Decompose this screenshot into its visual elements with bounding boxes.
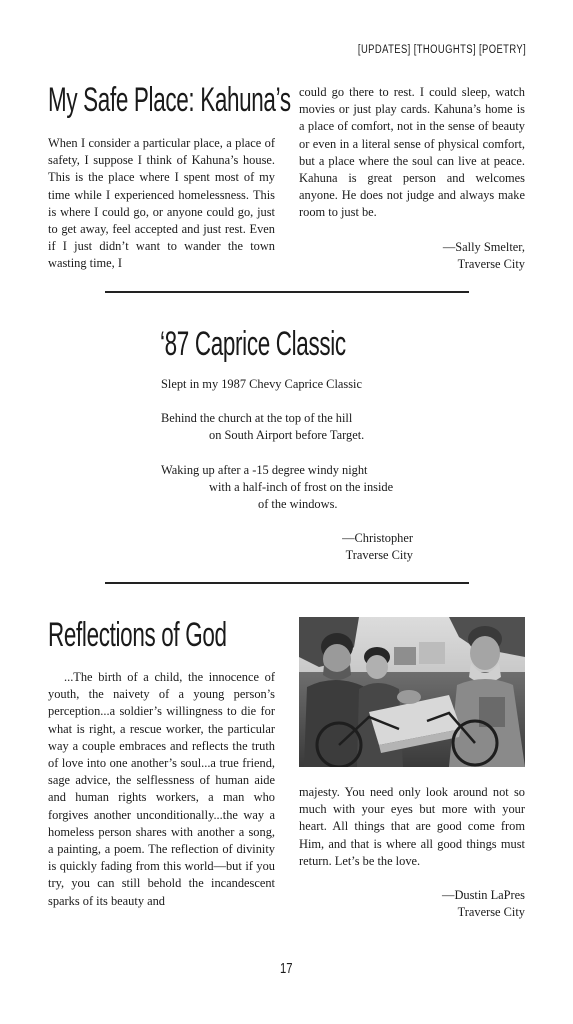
author-name: —Christopher: [342, 531, 413, 546]
author-name: —Dustin LaPres: [442, 888, 525, 903]
article-body-text: majesty. You need only look around not so much with your eyes but more with your heart. All things that are good come from Him, and that is where all good things must return. Let’s be the love.: [299, 785, 525, 868]
photo-people-with-bicycles: [299, 617, 525, 767]
article-column-right: [299, 84, 525, 273]
poem-line: on South Airport before Target.: [209, 428, 365, 443]
article-body-text: could go there to rest. I could sleep, watch movies or just play cards. Kahuna’s home is a place of comfort, not in the sense of beauty or even in a literal sense of physical comfort, but a place where the soul can live at peace. Kahuna is great person and welcomes anyone. He does not judge and always make room to just be.: [299, 85, 525, 220]
article-column-left: [48, 135, 275, 273]
poem-line: of the windows.: [258, 497, 338, 512]
article-body-text: When I consider a particular place, a place of safety, I suppose I think of Kahuna’s house. This is the place where I spent most of my time while I experienced homelessness. This is where I could go, or anyone could go, just to get away, feel accepted and just rest. Even if I just didn’t want to wander the town wasting time, I: [48, 136, 275, 271]
author-location: Traverse City: [457, 256, 525, 271]
section-divider: [105, 291, 469, 293]
poem-title: ‘87 Caprice Classic: [160, 325, 346, 363]
article-column-left: [48, 669, 275, 910]
poem-line: Behind the church at the top of the hill: [161, 411, 353, 426]
poem-body: [161, 376, 413, 565]
poem-line: Slept in my 1987 Chevy Caprice Classic: [161, 377, 362, 391]
section-divider: [105, 582, 469, 584]
page-number: 17: [280, 960, 293, 977]
article-body-text: ...The birth of a child, the innocence of youth, the naivety of a young person’s perception...a soldier’s willingness to die for what is right, a rescue worker, the particular way a couple embraces and reflects the truth of love into one another’s soul...a true friend, sage advice, the selflessness of human aide and human rights workers, a man who forgives another unconditionally...the way a homeless person shares with another a song, a painting, a poem. The reflection of divinity is quickly fading from this world—but if you try, you can still behold the incandescent sparks of its beauty and: [48, 670, 275, 908]
section-tags: [UPDATES] [THOUGHTS] [POETRY]: [357, 44, 526, 56]
article-column-right: [299, 784, 525, 921]
author-name: —Sally Smelter,: [442, 239, 525, 254]
article-title-reflections: Reflections of God: [48, 616, 227, 654]
poem-line: Waking up after a -15 degree windy night: [161, 462, 368, 477]
article-title-safe-place: My Safe Place: Kahuna’s: [48, 81, 291, 119]
author-location: Traverse City: [457, 905, 525, 920]
poem-line: with a half-inch of frost on the inside: [209, 479, 394, 494]
author-location: Traverse City: [345, 548, 413, 563]
